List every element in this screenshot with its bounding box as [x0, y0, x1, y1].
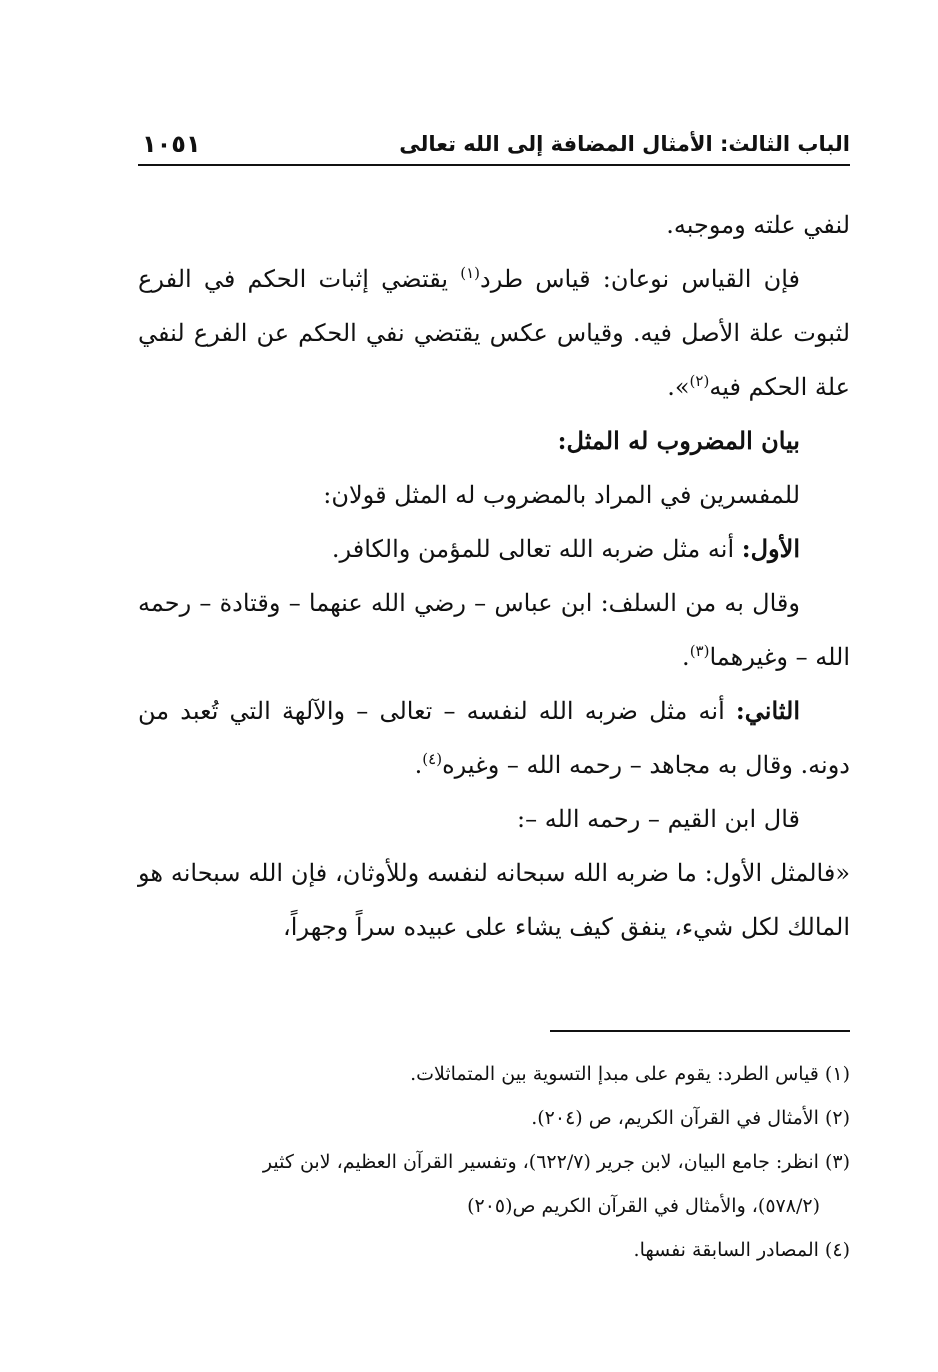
paragraph: لنفي علته وموجبه. [666, 211, 850, 239]
footnote-ref: (١) [460, 264, 481, 282]
header-divider [138, 164, 850, 166]
paragraph: وقال به من السلف: ابن عباس – رضي الله عنهما – وقتادة – رحمه الله – وغيرهما$^{(٣)}$. [138, 589, 850, 671]
footnote-ref: (٢) [689, 372, 710, 390]
footnote: (٤) المصادر السابقة نفسها. [633, 1239, 850, 1261]
paragraph: الأول: أنه مثل ضربه الله تعالى للمؤمن والكافر. [331, 534, 800, 563]
footnote: (٣) انظر: جامع البيان، لابن جرير (٦٢٢/٧)، وتفسير القرآن العظيم، لابن كثير [262, 1151, 850, 1173]
paragraph: فإن القياس نوعان: قياس طرد$^{(١)}$ يقتضي إثبات الحكم في الفرع لثبوت علة الأصل فيه. وقياس عكس يقتضي نفي الحكم عن الفرع لنفي علة الحكم فيه$^{(٢)}$». [138, 264, 851, 401]
footnote: (٢) الأمثال في القرآن الكريم، ص (٢٠٤). [531, 1107, 850, 1129]
footnote-ref: (٣) [689, 642, 710, 660]
footnotes [138, 1052, 850, 1272]
running-header [138, 126, 850, 162]
footnote-divider [550, 1030, 850, 1032]
section-heading: بيان المضروب له المثل: [557, 426, 800, 455]
main-text [138, 198, 850, 954]
paragraph: «فالمثل الأول: ما ضربه الله سبحانه لنفسه وللأوثان، فإن الله سبحانه هو المالك لكل شيء، ينفق كيف يشاء على عبيده سراً وجهراً، [138, 859, 850, 941]
footnote-continuation: (٥٧٨/٢)، والأمثال في القرآن الكريم ص(٢٠٥) [467, 1195, 820, 1217]
lead-term: الثاني: [735, 696, 800, 725]
chapter-title: الباب الثالث: الأمثال المضافة إلى الله تعالى [399, 132, 850, 156]
page-number: ١٠٥١ [142, 130, 201, 158]
lead-term: الأول: [741, 534, 800, 563]
paragraph: قال ابن القيم – رحمه الله –: [517, 805, 800, 833]
paragraph: الثاني: أنه مثل ضربه الله لنفسه – تعالى – والآلهة التي تُعبد من دونه. وقال به مجاهد – رحمه الله – وغيره$^{(٤)}$. [138, 696, 850, 779]
paragraph: للمفسرين في المراد بالمضروب له المثل قولان: [323, 481, 800, 509]
footnote: (١) قياس الطرد: يقوم على مبدإ التسوية بين المتماثلات. [410, 1063, 850, 1085]
footnote-ref: (٤) [422, 750, 443, 768]
